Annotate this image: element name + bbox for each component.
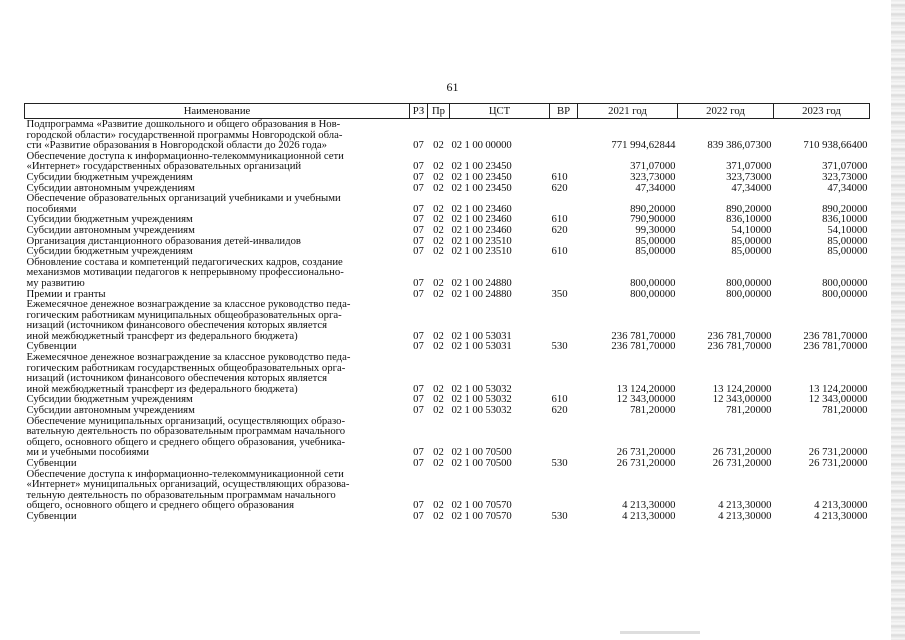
row-name [25,246,410,257]
row-name-line: Организация дистанционного образования детей-инвалидов [26,235,301,247]
row-cst: 02 1 00 53031 [451,329,512,342]
row-value-2022: 236 781,70000 [707,329,772,342]
row-cst: 02 1 00 23460 [451,214,512,225]
row-cst: 02 1 00 70570 [451,499,512,511]
table-row [25,193,870,214]
row-value-2023: 236 781,70000 [803,329,868,342]
table-row [25,289,870,300]
row-name-line: тельную деятельность по образовательным программам начального [26,488,336,501]
row-vr [550,193,578,214]
row-value-2023: 836,10000 [822,214,868,225]
row-value-2022: 781,20000 [726,405,772,416]
row-cst: 02 1 00 53031 [451,341,512,353]
row-name-line: гогическим работникам государственных общеобразовательных орга- [26,361,346,374]
row-vr: 350 [551,288,568,300]
row-value-2023: 54,10000 [827,224,868,236]
row-pr: 02 [433,446,444,458]
row-rz: 07 [413,171,424,183]
row-pr: 02 [433,246,444,257]
row-rz: 07 [413,341,424,353]
row-value-2021: 99,30000 [635,224,676,236]
row-vr: 620 [551,224,568,236]
row-rz: 07 [413,499,424,511]
row-value-2022: 323,73000 [726,171,772,183]
row-rz: 07 [413,160,424,172]
row-value-2022: 800,00000 [726,288,772,300]
row-value-2021: 47,34000 [635,182,676,194]
row-name [25,214,410,225]
row-name-line: «Интернет» муниципальных организаций, осуществляющих образова- [26,478,350,491]
budget-table [24,103,870,522]
row-value-2022: 26 731,20000 [712,446,772,458]
row-vr: 530 [551,510,568,522]
row-vr: 530 [551,458,568,469]
row-name-line: Обеспечение доступа к информационно-телекоммуникационной сети [26,150,344,162]
row-value-2021: 771 994,62844 [611,139,676,151]
page-number: 61 [446,80,459,94]
row-cst: 02 1 00 70500 [451,446,512,458]
row-rz: 07 [413,288,424,300]
row-name-line: Обеспечение муниципальных организаций, осуществляющих образо- [26,415,346,427]
row-pr: 02 [433,224,444,236]
row-value-2022: 12 343,00000 [712,394,772,406]
row-name [25,394,410,405]
table-row [25,341,870,352]
header-2022: 2022 год [678,104,774,119]
row-pr: 02 [433,288,444,300]
row-cst: 02 1 00 53032 [451,394,512,406]
row-value-2022: 836,10000 [726,214,772,225]
row-cst: 02 1 00 23460 [451,224,512,236]
row-name-line: ми и учебными пособиями [26,446,149,458]
row-pr: 02 [433,235,444,247]
row-rz: 07 [413,510,424,522]
row-pr: 02 [433,182,444,194]
table-row [25,405,870,416]
row-value-2023: 4 213,30000 [814,510,868,522]
row-value-2021: 236 781,70000 [611,341,676,353]
row-name-line: иной межбюджетный трансферт из федерального бюджета) [26,382,298,395]
row-value-2021: 781,20000 [630,405,676,416]
row-pr: 02 [433,458,444,469]
row-vr [550,352,578,394]
row-value-2023: 13 124,20000 [808,382,868,395]
row-name-line: механизмов мотивации педагогов к непрерывному профессионально- [26,266,344,279]
row-rz: 07 [413,214,424,225]
row-pr: 02 [433,394,444,406]
row-vr [550,416,578,458]
row-cst: 02 1 00 23450 [451,182,512,194]
table-header [25,104,870,119]
row-value-2021: 26 731,20000 [616,446,676,458]
row-value-2022: 54,10000 [731,224,772,236]
row-rz: 07 [413,329,424,342]
table-row [25,225,870,236]
row-value-2021: 323,73000 [630,171,676,183]
row-value-2021: 890,20000 [630,202,676,215]
row-rz: 07 [413,224,424,236]
row-rz: 07 [413,446,424,458]
row-value-2023: 236 781,70000 [803,341,868,353]
row-cst: 02 1 00 23460 [451,202,512,215]
row-name-line: Обновление состава и компетенций педагогических кадров, создание [26,256,343,268]
row-name [25,299,410,341]
header-2021: 2021 год [578,104,678,119]
row-value-2021: 26 731,20000 [616,458,676,469]
row-value-2022: 26 731,20000 [712,458,772,469]
row-name-line: Подпрограмма «Развитие дошкольного и общего образования в Нов- [26,118,341,130]
row-cst: 02 1 00 23510 [451,235,512,247]
row-cst: 02 1 00 70500 [451,458,512,469]
row-name [25,352,410,394]
row-cst: 02 1 00 00000 [451,139,512,151]
row-name-line: Субсидии бюджетным учреждениям [26,171,193,183]
header-pr: Пр [428,104,450,119]
row-value-2021: 85,00000 [635,246,676,257]
table-row [25,352,870,394]
table-row [25,458,870,469]
row-value-2022: 4 213,30000 [718,510,772,522]
row-rz: 07 [413,458,424,469]
header-vr: ВР [550,104,578,119]
row-value-2021: 236 781,70000 [611,329,676,342]
table-row [25,236,870,247]
row-value-2022: 800,00000 [726,276,772,289]
row-pr: 02 [433,405,444,416]
row-pr: 02 [433,276,444,289]
row-value-2023: 85,00000 [827,246,868,257]
row-value-2022: 13 124,20000 [712,382,772,395]
row-value-2022: 47,34000 [731,182,772,194]
row-value-2021: 790,90000 [630,214,676,225]
row-pr: 02 [433,202,444,215]
row-name [25,341,410,352]
header-name: Наименование [25,104,410,119]
row-rz: 07 [413,405,424,416]
row-value-2022: 4 213,30000 [718,499,772,511]
row-name-line: Обеспечение образовательных организаций учебниками и учебными [26,193,341,205]
row-value-2021: 13 124,20000 [616,382,676,395]
row-name [25,151,410,172]
table-row [25,172,870,183]
row-rz: 07 [413,246,424,257]
row-name [25,289,410,300]
table-row [25,151,870,172]
row-name [25,458,410,469]
row-rz: 07 [413,202,424,215]
row-rz: 07 [413,394,424,406]
row-name-line: Субсидии бюджетным учреждениям [26,394,193,406]
row-value-2021: 800,00000 [630,288,676,300]
row-name-line: сти «Развитие образования в Новгородской области до 2026 года» [26,139,327,151]
row-name-line: низаций (источником финансового обеспечения которых является [26,319,328,332]
table-row [25,511,870,522]
row-value-2023: 800,00000 [822,276,868,289]
header-2023: 2023 год [774,104,870,119]
row-name-line: Субвенции [26,458,77,469]
row-vr [550,257,578,289]
row-rz: 07 [413,235,424,247]
table-row [25,394,870,405]
row-pr: 02 [433,499,444,511]
row-cst: 02 1 00 24880 [451,288,512,300]
row-value-2023: 26 731,20000 [808,446,868,458]
row-value-2023: 85,00000 [827,235,868,247]
row-rz: 07 [413,276,424,289]
table-row [25,257,870,289]
row-pr: 02 [433,160,444,172]
row-value-2021: 85,00000 [635,235,676,247]
row-name-line: Субсидии автономным учреждениям [26,224,195,236]
row-pr: 02 [433,510,444,522]
row-name-line: Субвенции [26,510,77,522]
row-value-2022: 85,00000 [731,246,772,257]
row-name [25,193,410,214]
row-value-2021: 371,07000 [630,160,676,172]
row-vr: 610 [551,171,568,183]
row-name [25,225,410,236]
row-value-2021: 4 213,30000 [622,499,676,511]
row-name [25,416,410,458]
row-name [25,236,410,247]
row-pr: 02 [433,214,444,225]
row-name-line: вательную деятельность по образовательным программам начального [26,425,346,438]
row-name-line: общего, основного общего и среднего общего образования [26,499,294,511]
row-value-2023: 26 731,20000 [808,458,868,469]
row-cst: 02 1 00 23450 [451,160,512,172]
row-value-2023: 781,20000 [822,405,868,416]
row-pr: 02 [433,139,444,151]
row-vr: 530 [551,341,568,353]
row-name [25,469,410,511]
table-row [25,299,870,341]
table-row [25,214,870,225]
row-cst: 02 1 00 23450 [451,171,512,183]
row-value-2023: 4 213,30000 [814,499,868,511]
table-row [25,246,870,257]
scan-edge-artifact [891,0,905,640]
row-name-line: Ежемесячное денежное вознаграждение за классное руководство педа- [26,299,351,311]
row-cst: 02 1 00 53032 [451,405,512,416]
scan-bottom-artifact [620,631,700,634]
row-cst: 02 1 00 53032 [451,382,512,395]
row-pr: 02 [433,171,444,183]
row-vr: 620 [551,182,568,194]
row-value-2021: 4 213,30000 [622,510,676,522]
row-name [25,119,410,151]
row-pr: 02 [433,341,444,353]
row-name-line: городской области» государственной программы Новгородской обла- [26,128,343,141]
row-value-2023: 710 938,66400 [803,139,868,151]
row-value-2022: 839 386,07300 [707,139,772,151]
row-cst: 02 1 00 23510 [451,246,512,257]
row-name-line: Субвенции [26,341,77,353]
row-name-line: гогическим работникам муниципальных общеобразовательных орга- [26,308,342,321]
row-name-line: му развитию [26,276,85,289]
row-name [25,183,410,194]
row-name-line: «Интернет» государственных образовательных организаций [26,160,302,172]
row-vr: 610 [551,214,568,225]
row-value-2022: 890,20000 [726,202,772,215]
row-vr [550,236,578,247]
row-vr: 620 [551,405,568,416]
header-cst: ЦСТ [450,104,550,119]
row-vr [550,119,578,151]
row-value-2023: 800,00000 [822,288,868,300]
row-value-2021: 12 343,00000 [616,394,676,406]
row-name-line: иной межбюджетный трансферт из федерального бюджета) [26,329,298,342]
row-vr [550,299,578,341]
row-name-line: Обеспечение доступа к информационно-телекоммуникационной сети [26,468,344,480]
row-name [25,257,410,289]
row-value-2022: 85,00000 [731,235,772,247]
row-value-2023: 47,34000 [827,182,868,194]
row-value-2021: 800,00000 [630,276,676,289]
row-name-line: Субсидии бюджетным учреждениям [26,214,193,225]
row-name-line: низаций (источником финансового обеспечения которых является [26,372,328,385]
row-rz: 07 [413,382,424,395]
row-name-line: Премии и гранты [26,288,106,300]
row-cst: 02 1 00 70570 [451,510,512,522]
row-vr [550,469,578,511]
row-vr: 610 [551,394,568,406]
row-value-2023: 371,07000 [822,160,868,172]
row-vr [550,151,578,172]
table-row [25,119,870,151]
row-rz: 07 [413,182,424,194]
row-name-line: Ежемесячное денежное вознаграждение за классное руководство педа- [26,352,351,364]
row-name-line: Субсидии автономным учреждениям [26,405,195,416]
row-name [25,511,410,522]
row-name [25,405,410,416]
row-value-2022: 371,07000 [726,160,772,172]
table-row [25,416,870,458]
row-vr: 610 [551,246,568,257]
row-pr: 02 [433,382,444,395]
row-pr: 02 [433,329,444,342]
row-rz: 07 [413,139,424,151]
row-name-line: пособиями [26,202,77,215]
row-value-2023: 323,73000 [822,171,868,183]
row-value-2023: 890,20000 [822,202,868,215]
row-name [25,172,410,183]
row-value-2023: 12 343,00000 [808,394,868,406]
header-rz: РЗ [410,104,428,119]
row-cst: 02 1 00 24880 [451,276,512,289]
row-name-line: Субсидии автономным учреждениям [26,182,195,194]
table-body [25,119,870,522]
row-name-line: общего, основного общего и среднего общего образования, учебника- [26,435,345,448]
table-row [25,469,870,511]
row-name-line: Субсидии бюджетным учреждениям [26,246,193,257]
table-row [25,183,870,194]
row-value-2022: 236 781,70000 [707,341,772,353]
